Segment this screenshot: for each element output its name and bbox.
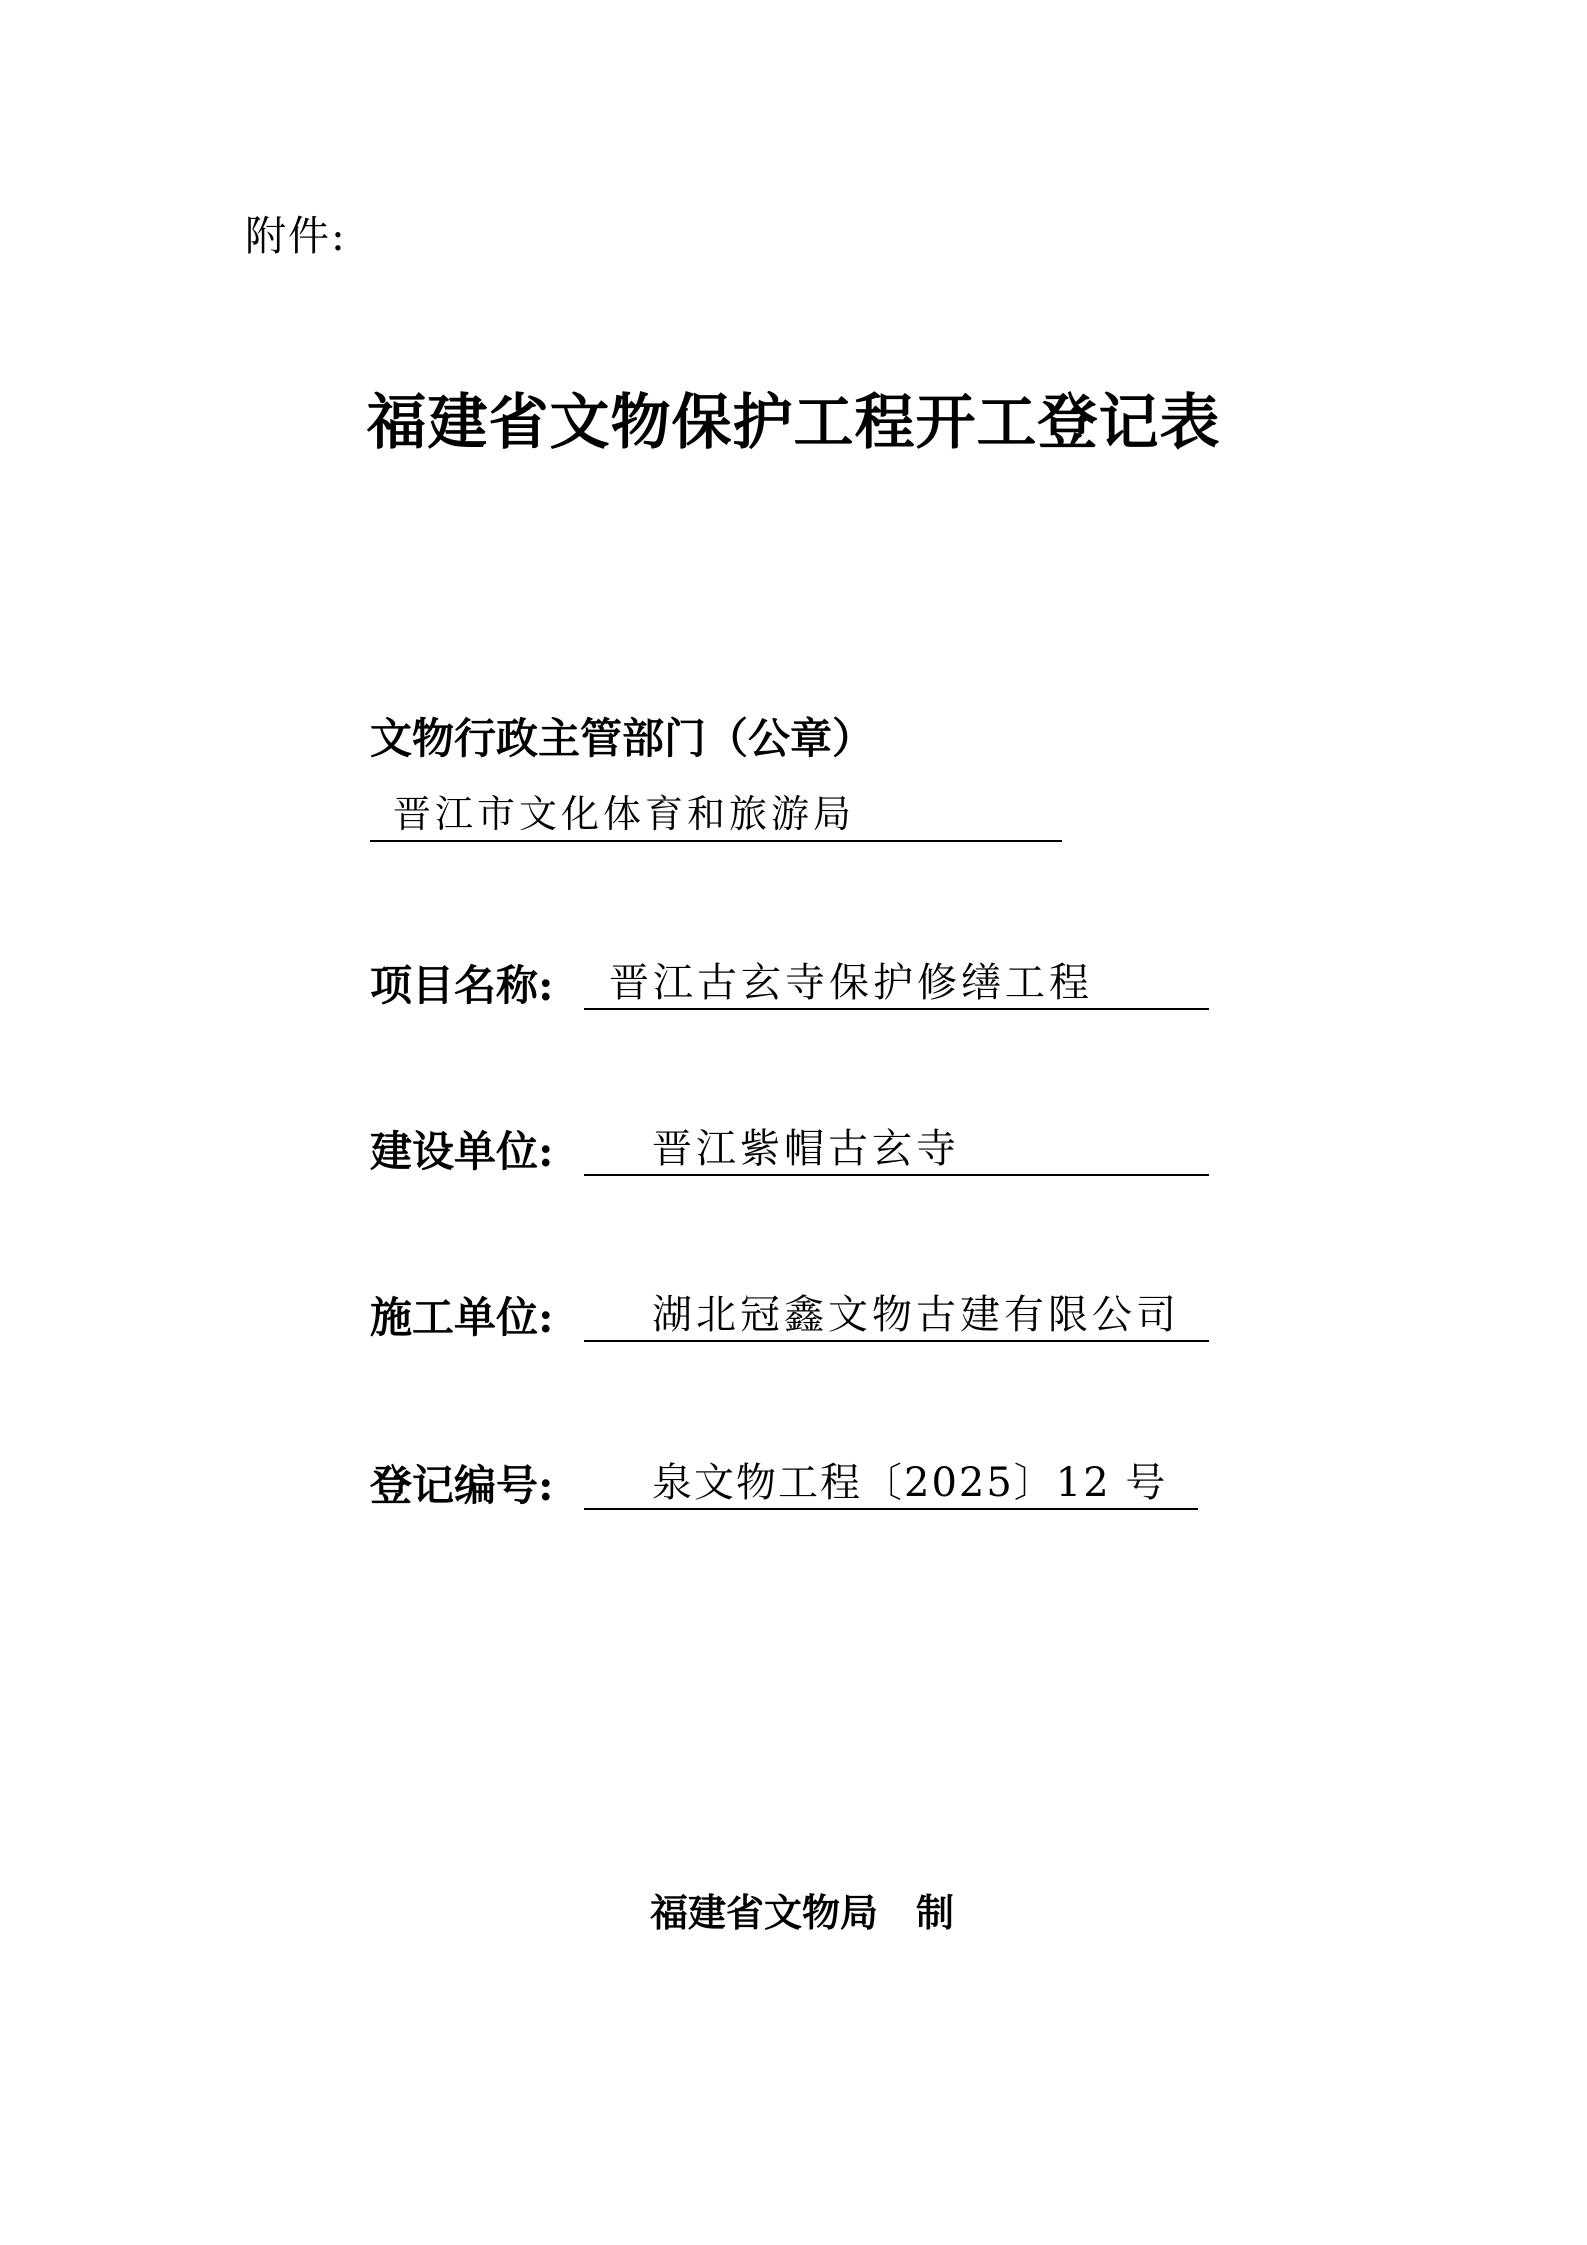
contractor-unit-value: 湖北冠鑫文物古建有限公司 — [584, 1290, 1209, 1342]
registration-number-label: 登记编号: — [370, 1461, 554, 1510]
contractor-unit-label: 施工单位: — [370, 1293, 554, 1342]
construction-unit-value: 晋江紫帽古玄寺 — [584, 1124, 1209, 1176]
document-title: 福建省文物保护工程开工登记表 — [366, 388, 1221, 458]
attachment-label: 附件: — [245, 212, 347, 260]
department-label: 文物行政主管部门（公章） — [370, 714, 875, 763]
department-value: 晋江市文化体育和旅游局 — [370, 790, 1062, 842]
issuer-line: 福建省文物局 制 — [650, 1890, 955, 1935]
project-name-value: 晋江古玄寺保护修缮工程 — [584, 958, 1209, 1010]
project-name-label: 项目名称: — [370, 961, 554, 1010]
registration-number-value: 泉文物工程〔2025〕12 号 — [584, 1458, 1198, 1510]
construction-unit-label: 建设单位: — [370, 1127, 554, 1176]
